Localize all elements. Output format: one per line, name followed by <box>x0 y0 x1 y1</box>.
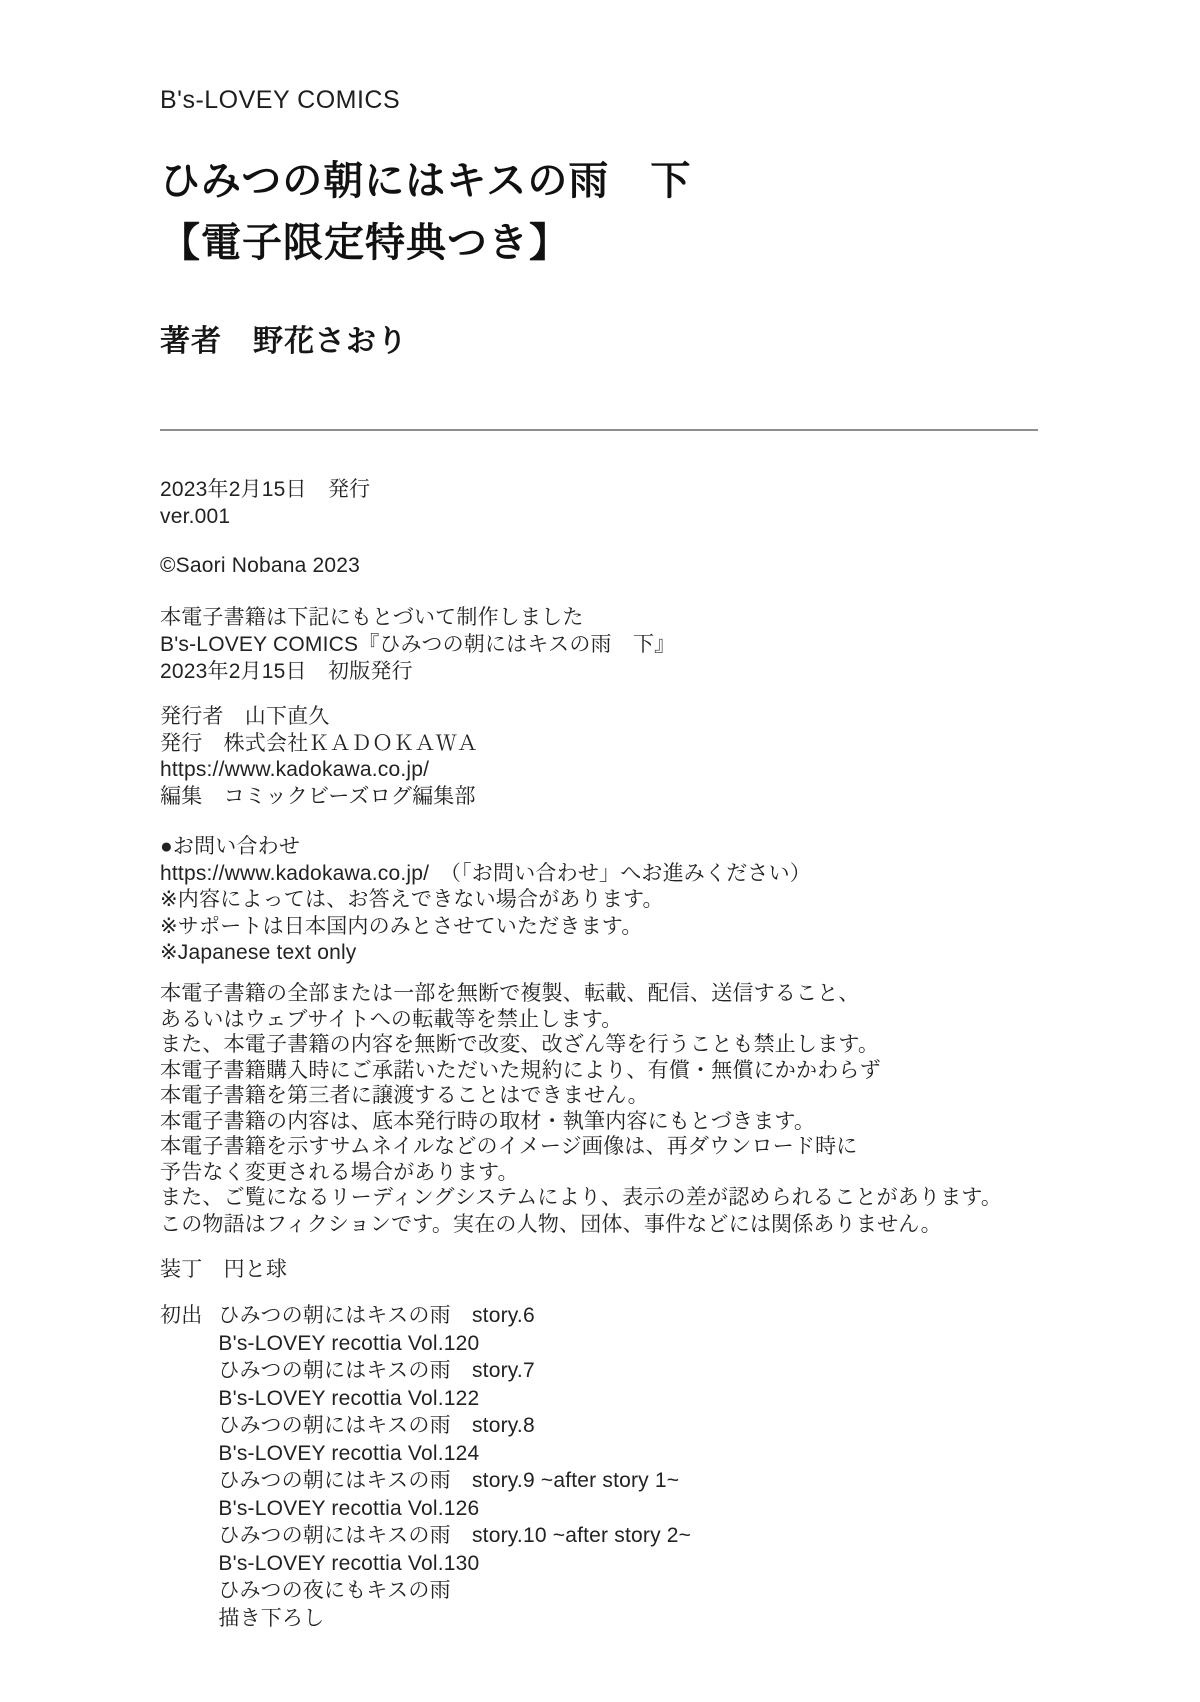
legal-line: 本電子書籍の全部または一部を無断で複製、転載、配信、送信すること、 <box>160 982 860 1005</box>
book-title <box>160 150 691 274</box>
copyright-line: ©Saori Nobana 2023 <box>160 554 361 577</box>
first-appearance-block <box>160 1302 691 1632</box>
first-appearance-item: ひみつの夜にもキスの雨 <box>218 1579 451 1602</box>
legal-line: 本電子書籍を第三者に譲渡することはできません。 <box>160 1084 649 1107</box>
first-appearance-item: B's-LOVEY recottia Vol.124 <box>218 1441 480 1465</box>
legal-line: 本電子書籍購入時にご承諾いただいた規約により、有償・無償にかかわらず <box>160 1058 881 1082</box>
contact-block <box>160 834 811 967</box>
publisher-person-line: 発行者 山下直久 <box>160 705 330 728</box>
cover-design-credit: 装丁 円と球 <box>160 1258 288 1281</box>
contact-url-line: https://www.kadokawa.co.jp/ （「お問い合わせ」へお進みください） <box>160 861 811 885</box>
first-appearance-item: 描き下ろし <box>218 1606 325 1630</box>
source-book: B's-LOVEY COMICS『ひみつの朝にはキスの雨 下』 <box>160 633 676 656</box>
legal-line: あるいはウェブサイトへの転載等を禁止します。 <box>160 1007 623 1031</box>
legal-line: 本電子書籍を示すサムネイルなどのイメージ画像は、再ダウンロード時に <box>160 1135 858 1158</box>
source-intro: 本電子書籍は下記にもとづいて制作しました <box>160 606 584 629</box>
legal-line: また、ご覧になるリーディングシステムにより、表示の差が認められることがあります。 <box>160 1186 1003 1209</box>
first-appearance-item: ひみつの朝にはキスの雨 story.10 ~after story 2~ <box>218 1524 692 1547</box>
contact-note: ※サポートは日本国内のみとさせていただきます。 <box>160 914 643 938</box>
issue-date: 2023年2月15日 発行 <box>160 478 371 501</box>
first-appearance-item: B's-LOVEY recottia Vol.130 <box>218 1551 480 1575</box>
first-appearance-item: ひみつの朝にはキスの雨 story.6 <box>218 1304 535 1327</box>
contact-note: ※内容によっては、お答えできない場合があります。 <box>160 888 664 911</box>
publisher-block <box>160 704 478 810</box>
version-number: ver.001 <box>160 505 231 528</box>
author-line: 著者 野花さおり <box>160 325 408 358</box>
contact-heading: ●お問い合わせ <box>160 835 301 858</box>
legal-line: 予告なく変更される場合があります。 <box>160 1160 519 1184</box>
imprint-label: B's-LOVEY COMICS <box>160 86 401 114</box>
fiction-disclaimer: この物語はフィクションです。実在の人物、団体、事件などには関係ありません。 <box>160 1213 942 1236</box>
legal-line: 本電子書籍の内容は、底本発行時の取材・執筆内容にもとづきます。 <box>160 1109 816 1133</box>
first-appearance-item: B's-LOVEY recottia Vol.126 <box>218 1496 480 1520</box>
first-appearance-label: 初出 <box>160 1304 203 1327</box>
editor-line: 編集 コミックビーズログ編集部 <box>160 784 476 808</box>
legal-line: また、本電子書籍の内容を無断で改変、改ざん等を行うことも禁止します。 <box>160 1033 880 1056</box>
edition-block <box>160 476 370 530</box>
first-appearance-item: B's-LOVEY recottia Vol.120 <box>218 1331 480 1355</box>
source-edition-block <box>160 604 675 685</box>
first-appearance-list <box>218 1302 691 1632</box>
book-title-line2: 【電子限定特典つき】 <box>160 221 570 265</box>
book-title-line1: ひみつの朝にはキスの雨 下 <box>160 159 692 203</box>
publisher-company-line: 発行 株式会社ＫＡＤＯＫＡＷＡ <box>160 731 478 755</box>
source-print-date: 2023年2月15日 初版発行 <box>160 660 413 683</box>
first-appearance-item: ひみつの朝にはキスの雨 story.8 <box>218 1414 535 1437</box>
publisher-url: https://www.kadokawa.co.jp/ <box>160 758 430 781</box>
first-appearance-item: ひみつの朝にはキスの雨 story.9 ~after story 1~ <box>218 1469 680 1492</box>
first-appearance-item: ひみつの朝にはキスの雨 story.7 <box>218 1359 535 1382</box>
divider-rule <box>160 429 1038 431</box>
legal-notice-block <box>160 981 1002 1211</box>
contact-note: ※Japanese text only <box>160 941 357 964</box>
first-appearance-item: B's-LOVEY recottia Vol.122 <box>218 1386 480 1410</box>
